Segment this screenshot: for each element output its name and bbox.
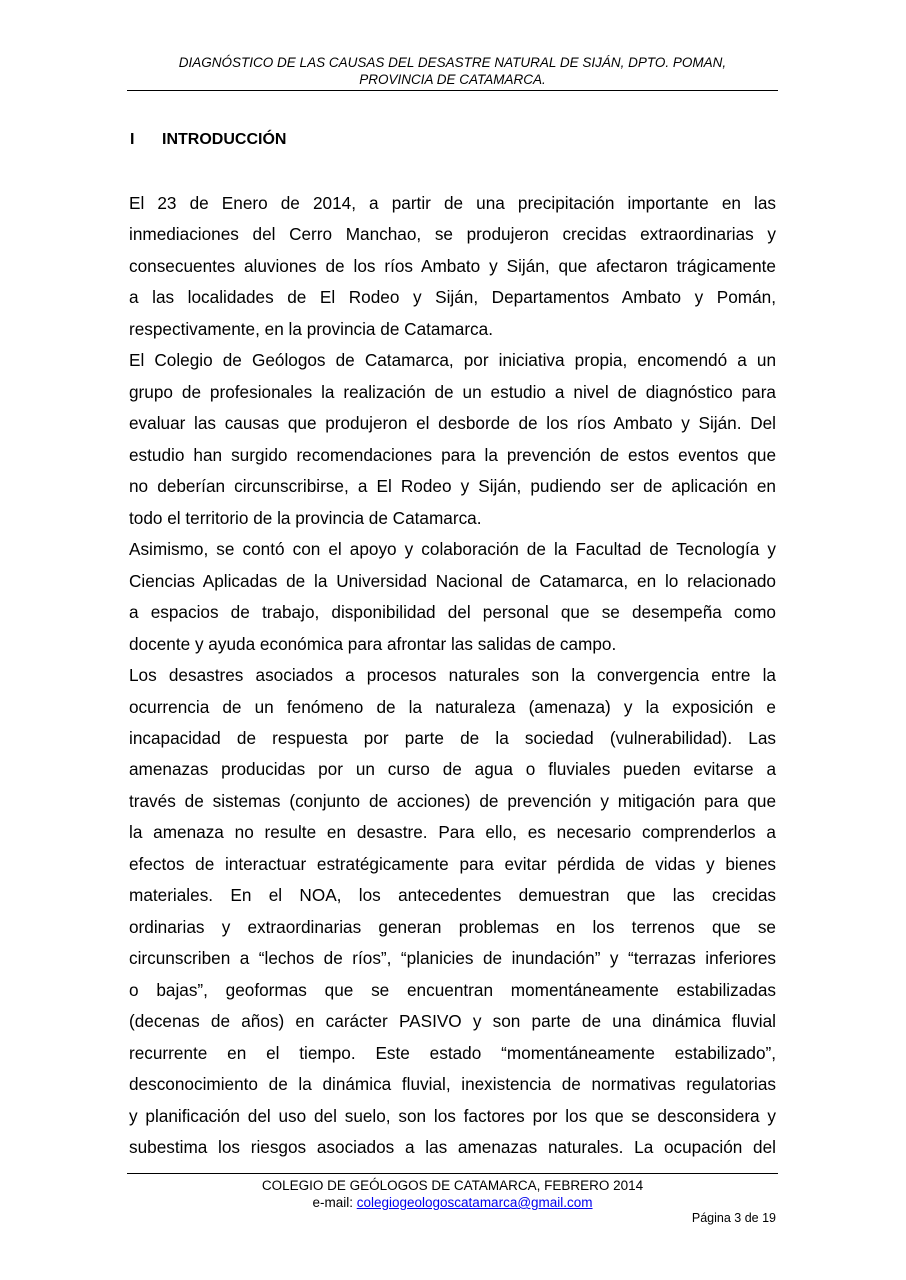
text-line: efectos de interactuar estratégicamente para evitar pérdida de vidas y bienes [129,853,776,874]
footer-org: COLEGIO DE GEÓLOGOS DE CATAMARCA, FEBRERO 2014 [261,1178,644,1193]
text-line: respectivamente, en la provincia de Catamarca. [129,318,493,339]
text-line: todo el territorio de la provincia de Catamarca. [129,507,482,528]
text-line: la amenaza no resulte en desastre. Para ello, es necesario comprenderlos a [129,822,776,843]
paragraph [129,345,776,534]
text-line: incapacidad de respuesta por parte de la sociedad (vulnerabilidad). Las [129,727,776,748]
text-line: El Colegio de Geólogos de Catamarca, por iniciativa propia, encomendó a un [129,350,776,371]
paragraph [129,534,776,660]
text-line: a espacios de trabajo, disponibilidad del personal que se desempeña como [129,602,776,623]
text-line: o bajas”, geoformas que se encuentran momentáneamente estabilizadas [129,979,776,1000]
text-line: grupo de profesionales la realización de un estudio a nivel de diagnóstico para [129,381,776,402]
text-line: y planificación del uso del suelo, son los factores por los que se desconsidera y [129,1105,776,1126]
text-line: ocurrencia de un fenómeno de la naturaleza (amenaza) y la exposición e [129,696,776,717]
section-title: INTRODUCCIÓN [162,131,287,148]
text-line: estudio han surgido recomendaciones para la prevención de estos eventos que [129,444,776,465]
text-line: través de sistemas (conjunto de acciones) de prevención y mitigación para que [129,790,776,811]
email-label: e-mail: [312,1195,357,1210]
paragraph [129,188,776,345]
header-rule [127,90,778,91]
text-line: Ciencias Aplicadas de la Universidad Nacional de Catamarca, en lo relacionado [129,570,776,591]
header-line-1: DIAGNÓSTICO DE LAS CAUSAS DEL DESASTRE NATURAL DE SIJÁN, DPTO. POMAN, [178,55,727,70]
text-line: circunscriben a “lechos de ríos”, “planicies de inundación” y “terrazas inferiores [129,948,776,969]
footer [127,1177,778,1211]
text-line: amenazas producidas por un curso de agua o fluviales pueden evitarse a [129,759,776,780]
running-header [127,54,778,88]
text-line: inmediaciones del Cerro Manchao, se produjeron crecidas extraordinarias y [129,224,776,245]
text-line: materiales. En el NOA, los antecedentes demuestran que las crecidas [129,885,776,906]
text-line: a las localidades de El Rodeo y Siján, Departamentos Ambato y Pomán, [129,287,776,308]
text-line: ordinarias y extraordinarias generan problemas en los terrenos que se [129,916,776,937]
footer-email-line [127,1194,778,1211]
text-line: Los desastres asociados a procesos naturales son la convergencia entre la [129,665,776,686]
header-line-2: PROVINCIA DE CATAMARCA. [359,72,546,87]
text-line: consecuentes aluviones de los ríos Ambato y Siján, que afectaron trágicamente [129,255,776,276]
text-line: El 23 de Enero de 2014, a partir de una precipitación importante en las [129,193,776,213]
email-link[interactable]: colegiogeologoscatamarca@gmail.com [356,1195,593,1210]
text-line: evaluar las causas que produjeron el desborde de los ríos Ambato y Siján. Del [129,413,776,434]
text-line: Asimismo, se contó con el apoyo y colaboración de la Facultad de Tecnología y [129,539,776,560]
text-line: (decenas de años) en carácter PASIVO y son parte de una dinámica fluvial [129,1011,776,1032]
text-line: docente y ayuda económica para afrontar las salidas de campo. [129,633,617,654]
body-text [129,188,776,1164]
text-line: recurrente en el tiempo. Este estado “momentáneamente estabilizado”, [129,1042,776,1063]
text-line: subestima los riesgos asociados a las amenazas naturales. La ocupación del [129,1137,776,1158]
text-line: desconocimiento de la dinámica fluvial, inexistencia de normativas regulatorias [129,1074,776,1095]
page-number: Página 3 de 19 [691,1211,776,1225]
paragraph [129,660,776,1164]
section-number: I [130,131,135,148]
text-line: no deberían circunscribirse, a El Rodeo y Siján, pudiendo ser de aplicación en [129,476,776,497]
footer-rule [127,1173,778,1174]
